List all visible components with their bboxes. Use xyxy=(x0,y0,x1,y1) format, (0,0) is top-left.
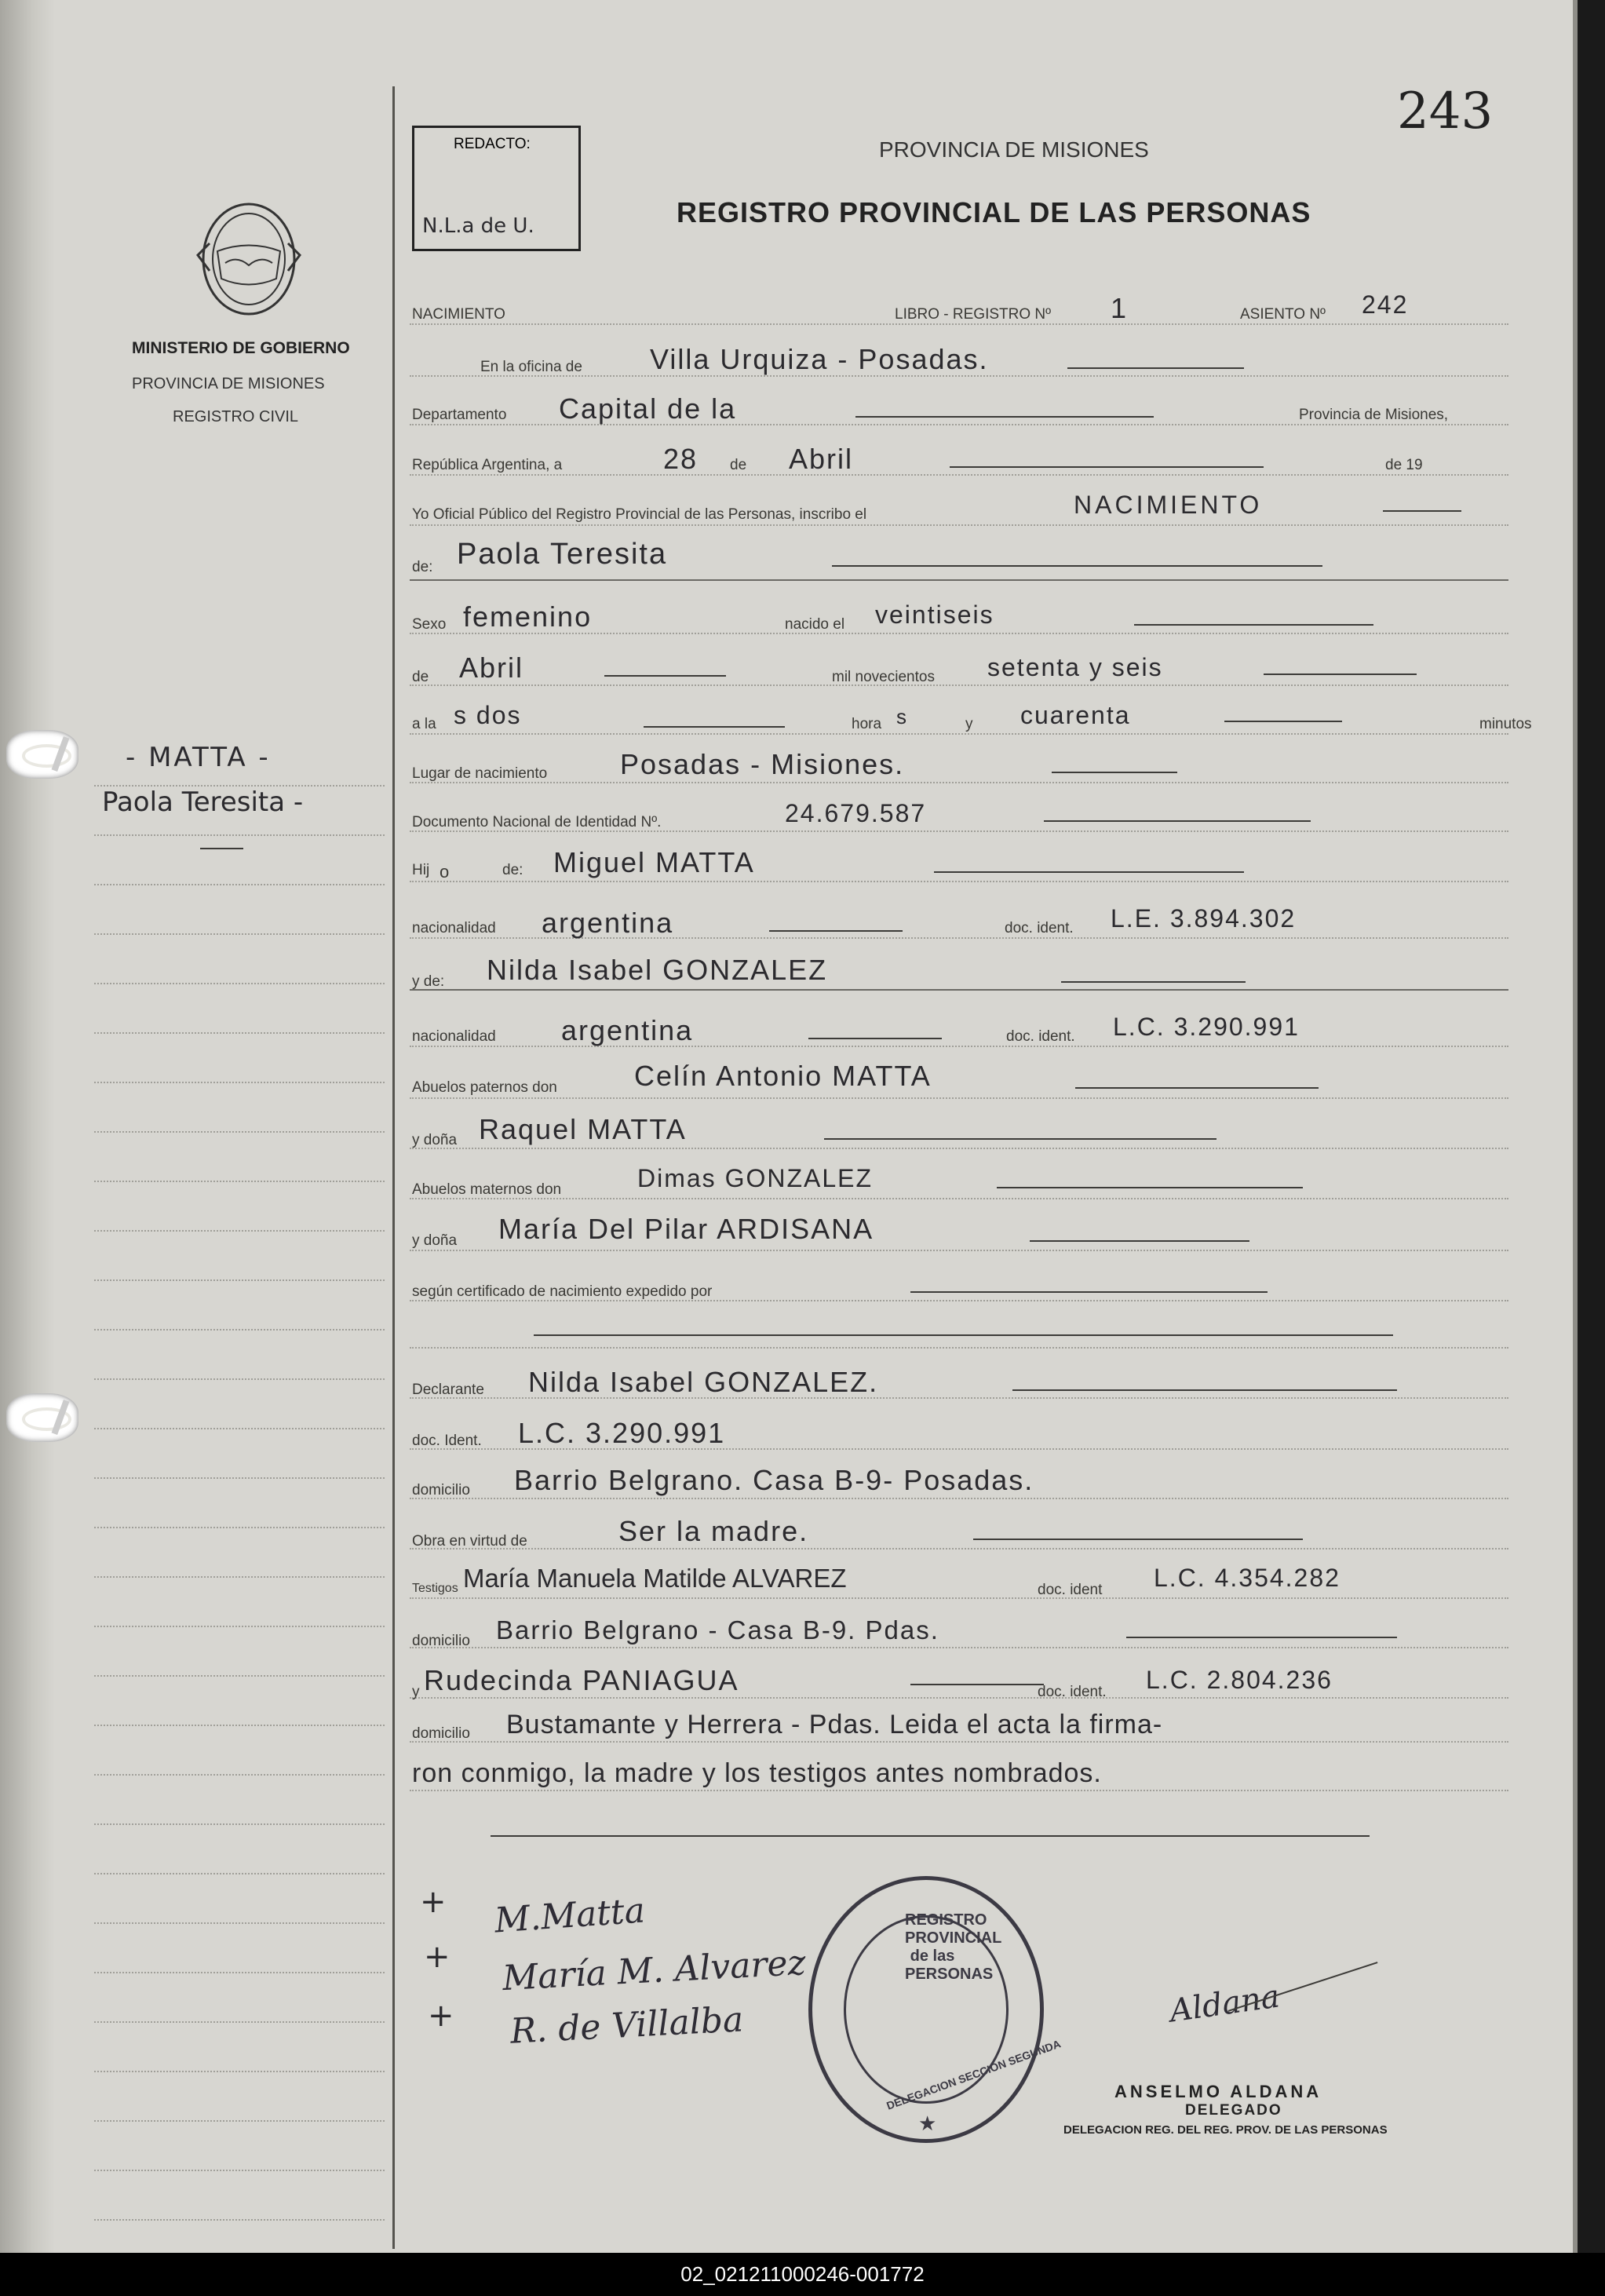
persona-value: Paola Teresita xyxy=(457,538,668,571)
signature-3: R. de Villalba xyxy=(509,1999,745,2052)
minutes-value: cuarenta xyxy=(1020,701,1131,729)
lugar-value: Posadas - Misiones. xyxy=(620,748,905,780)
hijo-label: Hij xyxy=(412,862,430,878)
fill-dash xyxy=(1044,820,1311,822)
fill-dash xyxy=(769,930,903,932)
y-label: y xyxy=(965,716,973,732)
coat-of-arms-icon xyxy=(182,196,316,322)
republica-label: República Argentina, a xyxy=(412,457,563,473)
left-rule xyxy=(94,1725,385,1727)
cross-mark-3: + xyxy=(428,1998,454,2034)
declarante-label: Declarante xyxy=(412,1382,484,1398)
fill-dash xyxy=(1224,721,1342,722)
fill-dash xyxy=(1012,1389,1397,1391)
left-rule xyxy=(94,1922,385,1925)
declarante-value: Nilda Isabel GONZALEZ. xyxy=(528,1366,879,1398)
left-rule xyxy=(94,2120,385,2123)
fill-dash xyxy=(1134,624,1373,626)
fill-dash xyxy=(934,871,1244,873)
closing-text: ron conmigo, la madre y los testigos antes nombrados. xyxy=(412,1758,1102,1788)
left-rule xyxy=(94,1131,385,1133)
right-rule xyxy=(410,733,1508,736)
right-rule xyxy=(410,579,1508,581)
left-rule xyxy=(94,1823,385,1826)
madre-nac-label: nacionalidad xyxy=(412,1028,496,1045)
binding-hole-upper xyxy=(6,730,78,779)
testigo2-doc-value: L.C. 2.804.236 xyxy=(1146,1666,1333,1694)
obra-value: Ser la madre. xyxy=(618,1515,809,1547)
padre-doc-label: doc. ident. xyxy=(1005,920,1074,936)
left-rule xyxy=(94,1329,385,1331)
official-signature: Aldana xyxy=(1167,1978,1282,2030)
left-rule xyxy=(94,1428,385,1430)
fill-dash xyxy=(491,1835,1370,1837)
left-rule xyxy=(94,1378,385,1381)
yde-label: y de: xyxy=(412,973,445,990)
right-rule xyxy=(410,1597,1508,1600)
abuelo-mat-value: Dimas GONZALEZ xyxy=(637,1164,874,1192)
month2-value: Abril xyxy=(459,652,524,684)
day-value: 28 xyxy=(663,443,699,475)
signature-1: M.Matta xyxy=(493,1890,647,1941)
fill-dash xyxy=(1264,673,1417,675)
left-rule xyxy=(94,1873,385,1875)
left-rule xyxy=(94,1972,385,1974)
declarante-doc-value: L.C. 3.290.991 xyxy=(518,1417,726,1449)
asiento-label: ASIENTO Nº xyxy=(1240,306,1326,323)
fill-dash xyxy=(1075,1087,1319,1089)
alas-label: a la xyxy=(412,716,436,732)
testigo1-doc-value: L.C. 4.354.282 xyxy=(1154,1564,1341,1592)
lugar-label: Lugar de nacimiento xyxy=(412,765,548,782)
madre-doc-value: L.C. 3.290.991 xyxy=(1113,1013,1300,1041)
departamento-label: Departamento xyxy=(412,407,507,423)
abuela-pat-value: Raquel MATTA xyxy=(479,1113,687,1145)
left-rule xyxy=(94,1576,385,1579)
left-rule xyxy=(94,1230,385,1232)
fill-dash xyxy=(1052,772,1177,773)
mil-label: mil novecientos xyxy=(832,669,935,685)
de19-label: de 19 xyxy=(1385,457,1423,473)
official-title: DELEGADO xyxy=(1185,2102,1282,2119)
padre-doc-value: L.E. 3.894.302 xyxy=(1111,904,1297,933)
right-rule xyxy=(410,881,1508,883)
right-rule xyxy=(410,684,1508,687)
declarante-doc-label: doc. Ident. xyxy=(412,1433,482,1449)
redacto-label: REDACTO: xyxy=(454,136,531,152)
oficina-label: En la oficina de xyxy=(480,359,582,375)
oficina-value: Villa Urquiza - Posadas. xyxy=(650,343,989,375)
left-rule xyxy=(94,933,385,936)
declarante-dom-label: domicilio xyxy=(412,1482,470,1498)
testigo2-y-label: y xyxy=(412,1684,420,1700)
yo-label: Yo Oficial Público del Registro Provincial de las Personas, inscribo el xyxy=(412,506,867,523)
right-rule xyxy=(410,1647,1508,1649)
testigo1-dom-value: Barrio Belgrano - Casa B-9. Pdas. xyxy=(496,1615,939,1644)
obra-label: Obra en virtud de xyxy=(412,1533,527,1550)
fill-dash xyxy=(855,416,1154,418)
redacto-value: N.L.a de U. xyxy=(422,214,534,238)
year-value: setenta y seis xyxy=(987,653,1163,681)
segun-label: según certificado de nacimiento expedido por xyxy=(412,1283,713,1300)
cross-mark-1: + xyxy=(420,1884,447,1920)
left-rule xyxy=(94,1082,385,1084)
madre-doc-label: doc. ident. xyxy=(1006,1028,1075,1045)
abuelo-pat-value: Celín Antonio MATTA xyxy=(634,1060,932,1092)
left-rule xyxy=(94,884,385,886)
left-rule xyxy=(94,983,385,985)
signature-2: María M. Alvarez xyxy=(501,1942,807,1999)
right-rule xyxy=(410,1697,1508,1699)
nacido-label: nacido el xyxy=(785,616,845,633)
fill-dash xyxy=(604,675,726,677)
footer-bar xyxy=(0,2253,1605,2296)
horas-suffix: s xyxy=(896,705,908,728)
testigo2-dom-value: Bustamante y Herrera - Pdas. Leida el acta la firma- xyxy=(506,1710,1163,1739)
margin-dash xyxy=(200,848,243,849)
fill-dash xyxy=(1067,367,1244,369)
fill-dash xyxy=(1061,981,1246,983)
padre-nac-value: argentina xyxy=(542,907,674,939)
fill-dash xyxy=(950,466,1264,468)
right-rule xyxy=(410,524,1508,527)
right-rule xyxy=(410,323,1508,326)
fill-dash xyxy=(1126,1637,1397,1638)
column-divider xyxy=(392,86,395,2249)
testigo1-doc-label: doc. ident xyxy=(1038,1582,1103,1598)
redacto-box xyxy=(412,126,581,251)
left-civil-registry: REGISTRO CIVIL xyxy=(173,408,299,425)
de-label: de xyxy=(730,457,747,473)
header-province: PROVINCIA DE MISIONES xyxy=(879,137,1149,162)
nacido-value: veintiseis xyxy=(875,600,994,629)
sexo-label: Sexo xyxy=(412,616,447,633)
departamento-value: Capital de la xyxy=(559,392,737,425)
left-rule xyxy=(94,1774,385,1776)
page-number: 243 xyxy=(1397,82,1494,141)
fill-dash xyxy=(824,1138,1217,1140)
testigo2-doc-label: doc. ident. xyxy=(1038,1684,1107,1700)
right-rule xyxy=(410,1347,1508,1349)
testigo1-value: María Manuela Matilde ALVAREZ xyxy=(463,1564,847,1593)
right-rule xyxy=(410,1741,1508,1743)
horas-label: hora xyxy=(852,716,882,732)
right-rule xyxy=(410,1198,1508,1200)
fill-dash xyxy=(534,1334,1393,1336)
footer-code: 02_021211000246-001772 xyxy=(680,2262,925,2286)
left-rule xyxy=(94,1181,385,1183)
dni-label: Documento Nacional de Identidad Nº. xyxy=(412,814,662,830)
abuela-mat-value: María Del Pilar ARDISANA xyxy=(498,1213,874,1245)
left-rule xyxy=(94,1477,385,1480)
sexo-value: femenino xyxy=(463,600,593,633)
binding-edge xyxy=(0,0,55,2253)
binding-hole-lower xyxy=(6,1393,78,1442)
yo-value: NACIMIENTO xyxy=(1074,491,1263,519)
nacimiento-label: NACIMIENTO xyxy=(412,306,505,323)
left-rule xyxy=(94,2170,385,2172)
fill-dash xyxy=(1030,1240,1249,1242)
margin-given-name: Paola Teresita - xyxy=(102,787,304,818)
fill-dash xyxy=(910,1684,1044,1685)
libro-label: LIBRO - REGISTRO Nº xyxy=(895,306,1052,323)
stamp-inner-text: DELEGACION SECCION SEGUNDA xyxy=(885,2037,1063,2112)
cross-mark-2: + xyxy=(424,1939,450,1975)
fill-dash xyxy=(997,1187,1303,1188)
left-rule xyxy=(94,834,385,837)
right-rule xyxy=(410,989,1508,991)
right-rule xyxy=(410,474,1508,476)
official-name: ANSELMO ALDANA xyxy=(1114,2082,1322,2101)
left-rule xyxy=(94,1527,385,1529)
right-rule xyxy=(410,782,1508,784)
dona-pat-label: y doña xyxy=(412,1132,458,1148)
official-office: DELEGACION REG. DEL REG. PROV. DE LAS PERSONAS xyxy=(1063,2123,1388,2137)
fill-dash xyxy=(832,565,1322,567)
padre-value: Miguel MATTA xyxy=(553,846,755,878)
left-rule xyxy=(94,2021,385,2024)
left-rule xyxy=(94,2219,385,2221)
hijo-de-label: de: xyxy=(502,862,523,878)
stamp-text: REGISTRO PROVINCIAL de las PERSONAS xyxy=(905,1911,1002,1983)
madre-nac-value: argentina xyxy=(561,1014,694,1046)
left-province: PROVINCIA DE MISIONES xyxy=(132,375,325,392)
dni-value: 24.679.587 xyxy=(785,799,927,827)
fill-dash xyxy=(973,1539,1303,1540)
left-rule xyxy=(94,1032,385,1035)
right-rule xyxy=(410,1097,1508,1100)
left-rule xyxy=(94,1626,385,1628)
ministry-title: MINISTERIO DE GOBIERNO xyxy=(132,339,350,357)
padre-nac-label: nacionalidad xyxy=(412,920,496,936)
de2-label: de xyxy=(412,669,429,685)
asiento-value: 242 xyxy=(1362,290,1409,319)
left-rule xyxy=(94,1675,385,1677)
declarante-dom-value: Barrio Belgrano. Casa B-9- Posadas. xyxy=(514,1464,1034,1496)
fill-dash xyxy=(910,1291,1268,1293)
minutos-label: minutos xyxy=(1479,716,1532,732)
madre-value: Nilda Isabel GONZALEZ xyxy=(487,954,828,986)
testigo1-dom-label: domicilio xyxy=(412,1633,470,1649)
right-rule xyxy=(410,1498,1508,1500)
abuelos-pat-label: Abuelos paternos don xyxy=(412,1079,557,1096)
registry-stamp xyxy=(808,1876,1063,2143)
hijo-suffix: o xyxy=(440,862,450,882)
libro-value: 1 xyxy=(1111,292,1129,324)
fill-dash xyxy=(808,1038,942,1039)
left-rule xyxy=(94,1279,385,1282)
star-icon: ★ xyxy=(918,2112,937,2135)
hora-value: s dos xyxy=(454,701,522,729)
testigo2-dom-label: domicilio xyxy=(412,1725,470,1742)
right-rule xyxy=(410,1548,1508,1550)
fill-dash xyxy=(644,726,785,728)
month-value: Abril xyxy=(789,443,854,475)
left-rule xyxy=(94,2071,385,2073)
right-rule xyxy=(410,1148,1508,1150)
testigo2-value: Rudecinda PANIAGUA xyxy=(424,1664,739,1696)
fill-dash xyxy=(1383,510,1461,512)
right-rule xyxy=(410,1790,1508,1792)
testigos-label: Testigos xyxy=(412,1582,458,1595)
right-rule xyxy=(410,1250,1508,1252)
de-persona-label: de: xyxy=(412,559,433,575)
margin-surname: - MATTA - xyxy=(126,742,271,773)
provincia-label: Provincia de Misiones, xyxy=(1299,407,1449,423)
abuelos-mat-label: Abuelos maternos don xyxy=(412,1181,562,1198)
dona-mat-label: y doña xyxy=(412,1232,458,1249)
registry-title: REGISTRO PROVINCIAL DE LAS PERSONAS xyxy=(677,196,1311,228)
